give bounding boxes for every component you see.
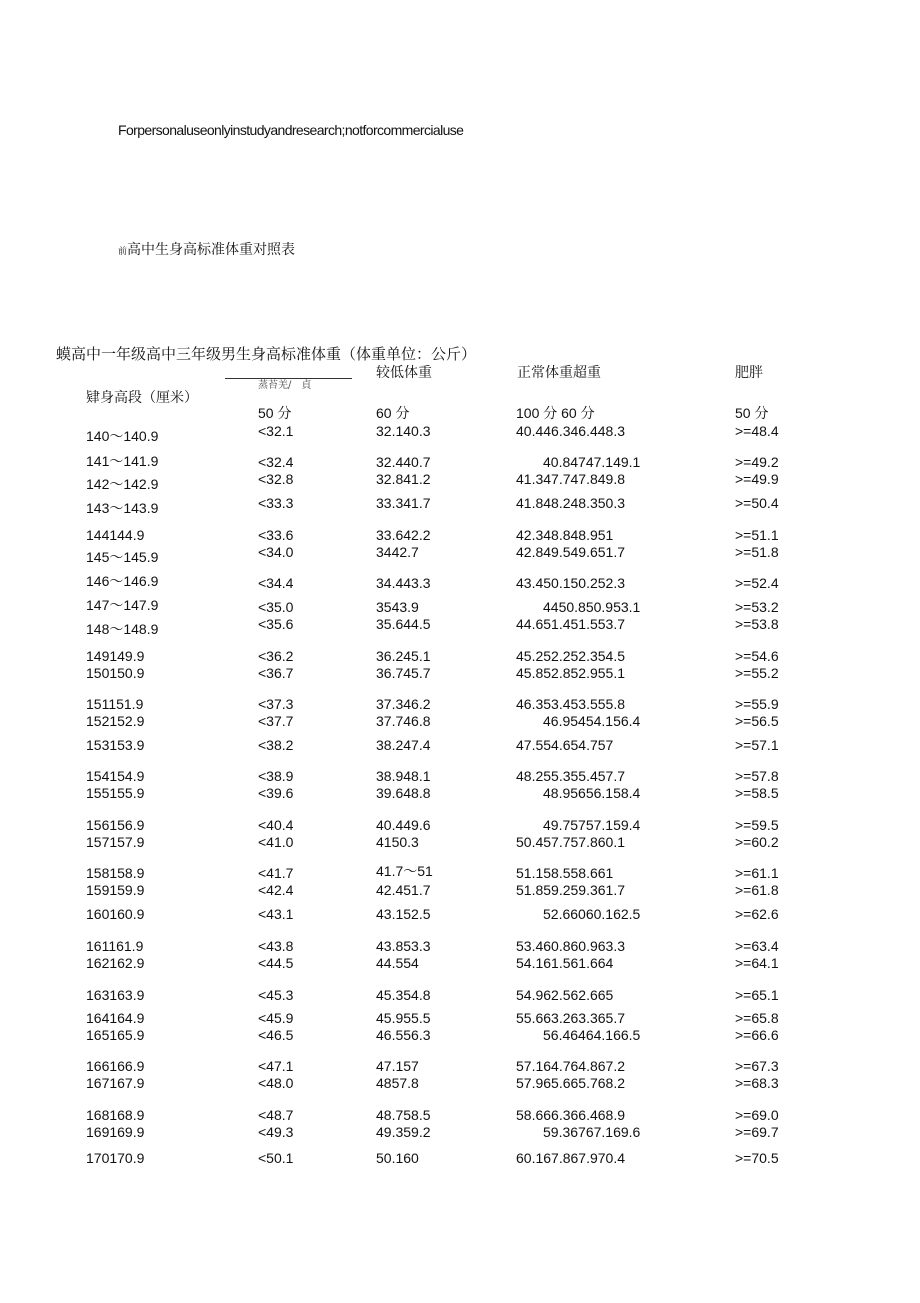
col-below: <35.6	[258, 616, 294, 632]
col-below: <45.3	[258, 987, 294, 1003]
height-range: 144144.9	[86, 527, 145, 543]
height-range: 157157.9	[86, 834, 145, 850]
height-range: 162162.9	[86, 955, 145, 971]
height-range: 146〜146.9	[86, 573, 159, 589]
header-height: 肄身高段（厘米）	[86, 390, 198, 406]
col-below: <36.2	[258, 648, 294, 664]
col-obese: >=51.8	[735, 544, 779, 560]
col-below: <41.0	[258, 834, 294, 850]
col-obese: >=69.7	[735, 1124, 779, 1140]
col-low: 39.648.8	[376, 785, 431, 801]
col-below: <42.4	[258, 882, 294, 898]
height-range: 140〜140.9	[86, 428, 159, 444]
col-normal-over: 48.95656.158.4	[543, 785, 641, 801]
col-low: 45.955.5	[376, 1010, 431, 1026]
col-below: <38.9	[258, 768, 294, 784]
title-text: 高中生身高标准体重对照表	[127, 242, 296, 258]
col-below: <33.3	[258, 495, 294, 511]
col-normal-over: 40.446.346.448.3	[516, 423, 625, 439]
col-below: <43.1	[258, 906, 294, 922]
score-col3: 60 分	[376, 405, 410, 421]
col-normal-over: 55.663.263.365.7	[516, 1010, 625, 1026]
col-normal-over: 57.164.764.867.2	[516, 1058, 625, 1074]
header-col2: 蒸苔羌/ 貞	[258, 380, 312, 391]
height-range: 165165.9	[86, 1027, 145, 1043]
col-obese: >=66.6	[735, 1027, 779, 1043]
col-obese: >=57.8	[735, 768, 779, 784]
col-normal-over: 54.161.561.664	[516, 955, 614, 971]
col-below: <35.0	[258, 599, 294, 615]
col-obese: >=48.4	[735, 423, 779, 439]
col-low: 32.440.7	[376, 454, 431, 470]
col-low: 48.758.5	[376, 1107, 431, 1123]
col-obese: >=62.6	[735, 906, 779, 922]
col-normal-over: 59.36767.169.6	[543, 1124, 641, 1140]
col-below: <36.7	[258, 665, 294, 681]
col-below: <48.7	[258, 1107, 294, 1123]
col-obese: >=65.8	[735, 1010, 779, 1026]
col-obese: >=67.3	[735, 1058, 779, 1074]
col-below: <34.4	[258, 575, 294, 591]
col-normal-over: 58.666.366.468.9	[516, 1107, 625, 1123]
col-low: 3442.7	[376, 544, 419, 560]
col-normal-over: 46.353.453.555.8	[516, 696, 625, 712]
col-obese: >=59.5	[735, 817, 779, 833]
col-obese: >=49.9	[735, 471, 779, 487]
col-low: 35.644.5	[376, 616, 431, 632]
height-range: 141〜141.9	[86, 453, 159, 469]
col-low: 33.341.7	[376, 495, 431, 511]
col-normal-over: 42.849.549.651.7	[516, 544, 625, 560]
col-normal-over: 46.95454.156.4	[543, 713, 641, 729]
height-range: 161161.9	[86, 938, 144, 954]
height-range: 153153.9	[86, 737, 145, 753]
col-normal-over: 56.46464.166.5	[543, 1027, 641, 1043]
col-below: <48.0	[258, 1075, 294, 1091]
height-range: 158158.9	[86, 865, 145, 881]
score-col2: 50 分	[258, 405, 292, 421]
col-low: 37.346.2	[376, 696, 431, 712]
col-obese: >=64.1	[735, 955, 779, 971]
height-range: 154154.9	[86, 768, 145, 784]
height-range: 148〜148.9	[86, 621, 159, 637]
col-obese: >=69.0	[735, 1107, 779, 1123]
score-col5: 50 分	[735, 405, 769, 421]
col-normal-over: 40.84747.149.1	[543, 454, 641, 470]
col-normal-over: 49.75757.159.4	[543, 817, 641, 833]
col-below: <39.6	[258, 785, 294, 801]
col-normal-over: 43.450.150.252.3	[516, 575, 625, 591]
col-below: <32.4	[258, 454, 294, 470]
height-range: 149149.9	[86, 648, 145, 664]
col-obese: >=68.3	[735, 1075, 779, 1091]
col-below: <41.7	[258, 865, 294, 881]
col-normal-over: 54.962.562.665	[516, 987, 614, 1003]
height-range: 169169.9	[86, 1124, 145, 1140]
col-obese: >=55.9	[735, 696, 779, 712]
col-below: <32.1	[258, 423, 294, 439]
col-low: 38.247.4	[376, 737, 431, 753]
col-obese: >=53.8	[735, 616, 779, 632]
col-low: 40.449.6	[376, 817, 431, 833]
col-low: 45.354.8	[376, 987, 431, 1003]
col-normal-over: 41.848.248.350.3	[516, 495, 625, 511]
col-obese: >=55.2	[735, 665, 779, 681]
col-obese: >=63.4	[735, 938, 779, 954]
score-col4: 100 分 60 分	[516, 405, 595, 421]
col-obese: >=61.8	[735, 882, 779, 898]
col-normal-over: 53.460.860.963.3	[516, 938, 625, 954]
col-normal-over: 50.457.757.860.1	[516, 834, 625, 850]
usage-notice: Forpersonaluseonlyinstudyandresearch;notforcommercialuse	[118, 122, 464, 138]
col-below: <47.1	[258, 1058, 294, 1074]
col-normal-over: 48.255.355.457.7	[516, 768, 625, 784]
col-obese: >=50.4	[735, 495, 779, 511]
document-title	[118, 242, 295, 257]
height-range: 164164.9	[86, 1010, 145, 1026]
height-range: 166166.9	[86, 1058, 145, 1074]
col-normal-over: 52.66060.162.5	[543, 906, 641, 922]
col-low: 37.746.8	[376, 713, 431, 729]
col-obese: >=60.2	[735, 834, 779, 850]
height-range: 151151.9	[86, 696, 144, 712]
col-below: <46.5	[258, 1027, 294, 1043]
col-normal-over: 51.158.558.661	[516, 865, 614, 881]
height-range: 159159.9	[86, 882, 145, 898]
col-obese: >=54.6	[735, 648, 779, 664]
col-below: <45.9	[258, 1010, 294, 1026]
col-below: <32.8	[258, 471, 294, 487]
col-low: 32.841.2	[376, 471, 431, 487]
col-normal-over: 4450.850.953.1	[543, 599, 641, 615]
col-obese: >=57.1	[735, 737, 779, 753]
col-obese: >=65.1	[735, 987, 779, 1003]
col-normal-over: 45.852.852.955.1	[516, 665, 625, 681]
col-below: <40.4	[258, 817, 294, 833]
col-below: <49.3	[258, 1124, 294, 1140]
col-below: <33.6	[258, 527, 294, 543]
col-below: <37.3	[258, 696, 294, 712]
col-low: 43.152.5	[376, 906, 431, 922]
col-normal-over: 44.651.451.553.7	[516, 616, 625, 632]
col-normal-over: 47.554.654.757	[516, 737, 614, 753]
col-obese: >=61.1	[735, 865, 779, 881]
height-range: 170170.9	[86, 1150, 145, 1166]
table-title: 蟆高中一年级高中三年级男生身高标准体重（体重单位：公斤）	[56, 345, 477, 363]
col-below: <37.7	[258, 713, 294, 729]
col-low: 43.853.3	[376, 938, 431, 954]
height-range: 147〜147.9	[86, 597, 159, 613]
col-low: 50.160	[376, 1150, 419, 1166]
header-obese: 肥胖	[735, 365, 763, 381]
col-below: <43.8	[258, 938, 294, 954]
col-obese: >=58.5	[735, 785, 779, 801]
col-obese: >=51.1	[735, 527, 779, 543]
col-low: 42.451.7	[376, 882, 431, 898]
height-range: 155155.9	[86, 785, 145, 801]
col-low: 36.745.7	[376, 665, 431, 681]
col-low: 41.7〜51	[376, 863, 433, 879]
header-rule	[225, 378, 352, 379]
col-obese: >=53.2	[735, 599, 779, 615]
col-low: 46.556.3	[376, 1027, 431, 1043]
col-low: 44.554	[376, 955, 419, 971]
col-low: 38.948.1	[376, 768, 431, 784]
height-range: 168168.9	[86, 1107, 145, 1123]
col-low: 34.443.3	[376, 575, 431, 591]
col-below: <34.0	[258, 544, 294, 560]
col-below: <44.5	[258, 955, 294, 971]
col-obese: >=52.4	[735, 575, 779, 591]
col-obese: >=49.2	[735, 454, 779, 470]
height-range: 167167.9	[86, 1075, 145, 1091]
header-normal-over: 正常体重超重	[517, 365, 601, 381]
col-low: 33.642.2	[376, 527, 431, 543]
height-range: 160160.9	[86, 906, 145, 922]
title-prefix: 前	[118, 247, 128, 257]
col-below: <38.2	[258, 737, 294, 753]
col-low: 4150.3	[376, 834, 419, 850]
height-range: 156156.9	[86, 817, 145, 833]
height-range: 142〜142.9	[86, 476, 159, 492]
col-low: 36.245.1	[376, 648, 431, 664]
height-range: 152152.9	[86, 713, 145, 729]
col-below: <50.1	[258, 1150, 294, 1166]
col-low: 32.140.3	[376, 423, 431, 439]
header-low-weight: 较低体重	[376, 365, 432, 381]
col-low: 47.157	[376, 1058, 419, 1074]
col-low: 49.359.2	[376, 1124, 431, 1140]
col-normal-over: 42.348.848.951	[516, 527, 614, 543]
col-normal-over: 60.167.867.970.4	[516, 1150, 625, 1166]
col-normal-over: 41.347.747.849.8	[516, 471, 625, 487]
col-normal-over: 45.252.252.354.5	[516, 648, 625, 664]
col-obese: >=70.5	[735, 1150, 779, 1166]
height-range: 145〜145.9	[86, 549, 159, 565]
col-low: 3543.9	[376, 599, 419, 615]
col-normal-over: 57.965.665.768.2	[516, 1075, 625, 1091]
height-range: 143〜143.9	[86, 500, 159, 516]
col-low: 4857.8	[376, 1075, 419, 1091]
col-obese: >=56.5	[735, 713, 779, 729]
col-normal-over: 51.859.259.361.7	[516, 882, 625, 898]
height-range: 150150.9	[86, 665, 145, 681]
height-range: 163163.9	[86, 987, 145, 1003]
